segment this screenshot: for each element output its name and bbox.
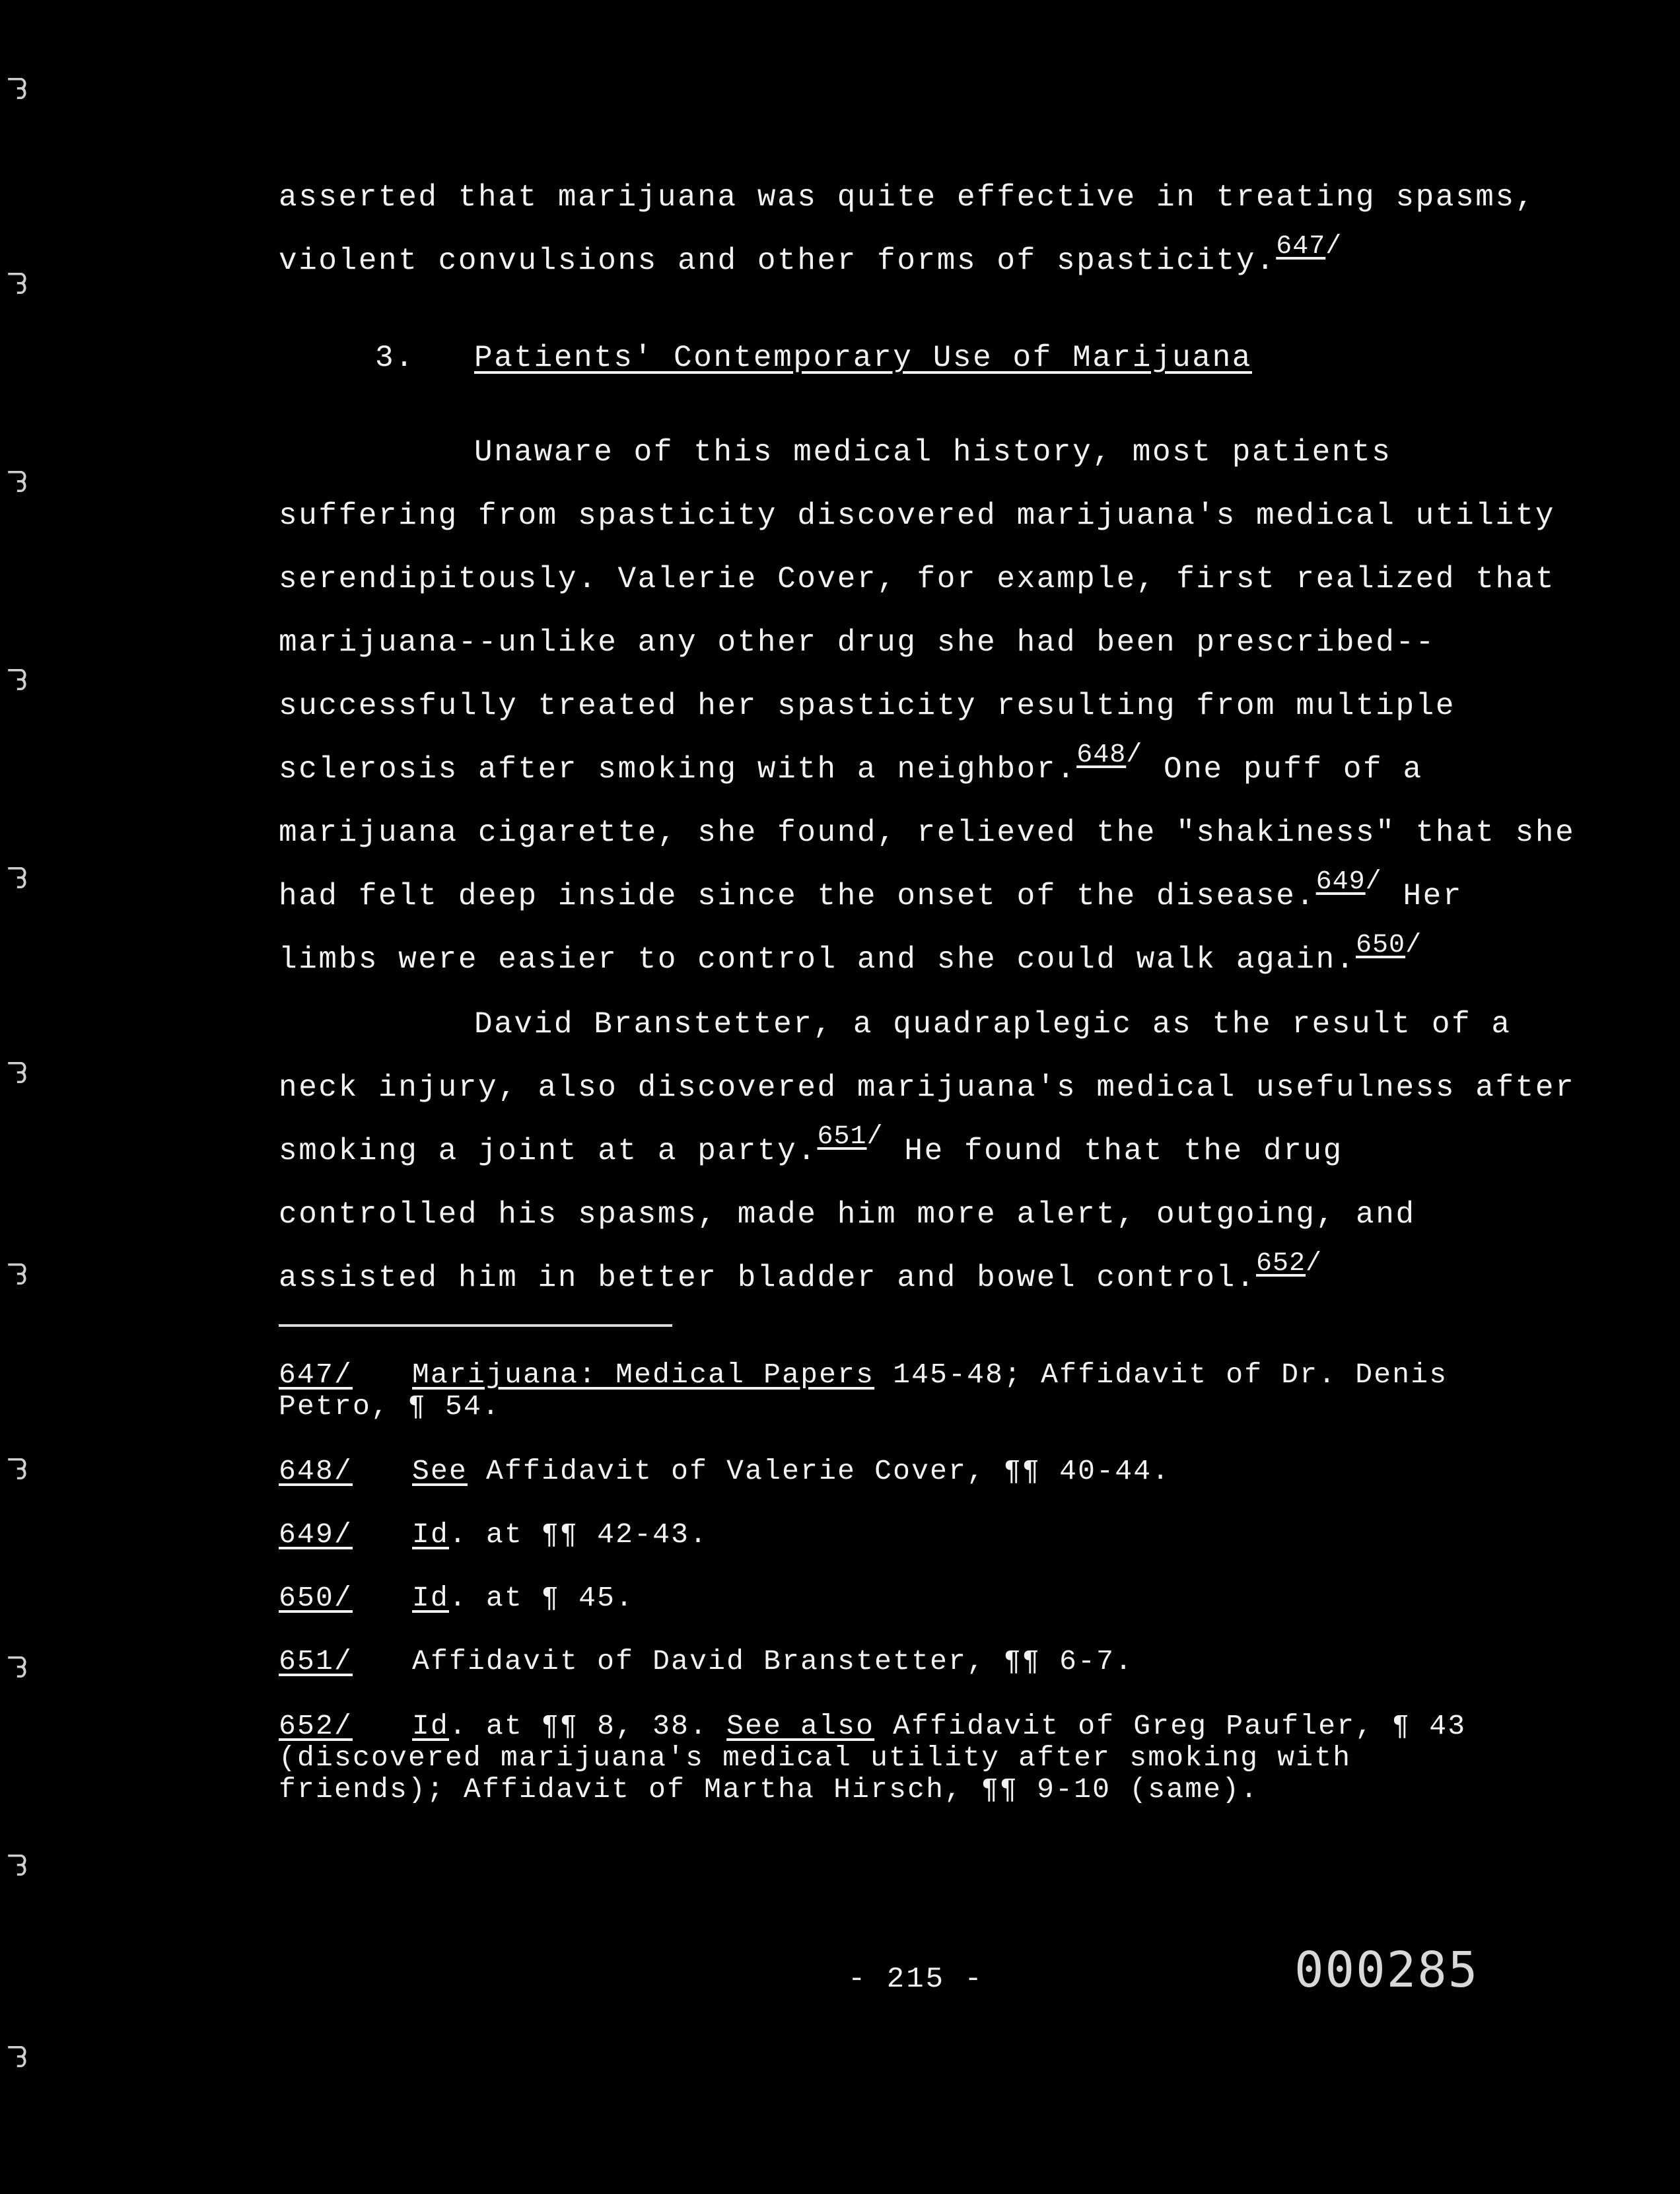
citation-signal: Id: [412, 1710, 450, 1742]
footnote-number: 648/: [279, 1455, 353, 1487]
footnote-text: Affidavit of Valerie Cover, ¶¶ 40-44.: [468, 1455, 1171, 1487]
body-text-line: marijuana--unlike any other drug she had been prescribed--: [279, 625, 1436, 660]
body-text-line: had felt deep inside since the onset of the disease.649/ Her: [279, 867, 1463, 913]
footnote-number: 651/: [279, 1645, 353, 1678]
margin-mark: ᘊ: [7, 1849, 28, 1883]
citation-signal: Id: [412, 1582, 450, 1614]
section-number: 3.: [375, 341, 415, 375]
margin-mark: ᘊ: [7, 73, 28, 106]
footnote-text: . at ¶¶ 42-43.: [449, 1518, 709, 1551]
body-text: assisted him in better bladder and bowel control.: [279, 1261, 1257, 1295]
footnote-text: 145-48; Affidavit of Dr. Denis: [874, 1359, 1448, 1391]
footnote-separator: [279, 1324, 672, 1327]
body-text: Her: [1383, 879, 1463, 913]
body-text: had felt deep inside since the onset of the disease.: [279, 879, 1316, 913]
citation-signal: See also: [726, 1710, 875, 1742]
body-text: smoking a joint at a party.: [279, 1134, 818, 1168]
body-text-line: Unaware of this medical history, most patients: [474, 435, 1392, 470]
body-text: violent convulsions and other forms of spasticity.: [279, 244, 1277, 278]
footnote-reference[interactable]: 650: [1356, 931, 1406, 960]
body-text-line: limbs were easier to control and she could walk again.650/: [279, 931, 1423, 977]
citation-signal: Id: [412, 1518, 450, 1551]
footnote-650: [279, 1582, 1573, 1614]
footnote-text: friends); Affidavit of Martha Hirsch, ¶¶ 9-10 (same).: [279, 1773, 1259, 1806]
body-text: One puff of a: [1143, 752, 1423, 787]
body-text-line: controlled his spasms, made him more alert, outgoing, and: [279, 1197, 1416, 1232]
body-text: He found that the drug: [884, 1134, 1343, 1168]
footnote-text: . at ¶ 45.: [449, 1582, 635, 1614]
footnote-number: 650/: [279, 1582, 353, 1614]
footnote-reference[interactable]: 648: [1076, 740, 1127, 770]
body-text-line: David Branstetter, a quadraplegic as the result of a: [474, 1007, 1512, 1042]
footnote-647: [279, 1359, 1573, 1423]
footnote-text: . at ¶¶ 8, 38.: [449, 1710, 727, 1742]
footnote-reference[interactable]: 652: [1256, 1249, 1306, 1279]
footnote-number: 652/: [279, 1710, 353, 1742]
body-text-line: neck injury, also discovered marijuana's medical usefulness after: [279, 1071, 1576, 1105]
body-text-line: violent convulsions and other forms of spasticity.647/: [279, 232, 1343, 278]
footnote-text: (discovered marijuana's medical utility after smoking with: [279, 1742, 1352, 1774]
footnote-text: Affidavit of David Branstetter, ¶¶ 6-7.: [412, 1645, 1134, 1678]
margin-mark: ᘊ: [7, 1258, 28, 1292]
footnote-reference[interactable]: 647: [1276, 232, 1326, 262]
body-text-line: successfully treated her spasticity resulting from multiple: [279, 689, 1456, 723]
footnote-649: [279, 1519, 1573, 1551]
footnote-reference[interactable]: 651: [817, 1122, 867, 1152]
body-text-line: sclerosis after smoking with a neighbor.648/ One puff of a: [279, 740, 1423, 787]
margin-mark: ᘊ: [7, 664, 28, 697]
body-text-line: suffering from spasticity discovered marijuana's medical utility: [279, 499, 1556, 533]
margin-mark: ᘊ: [7, 2041, 28, 2074]
footnote-number: 647/: [279, 1359, 353, 1391]
margin-mark: ᘊ: [7, 466, 28, 499]
body-text-line: marijuana cigarette, she found, relieved the "shakiness" that she: [279, 816, 1576, 850]
footnote-reference[interactable]: 649: [1315, 867, 1366, 897]
section-heading: Patients' Contemporary Use of Marijuana: [474, 341, 1252, 375]
body-text: limbs were easier to control and she could walk again.: [279, 942, 1356, 977]
body-text-line: smoking a joint at a party.651/ He found that the drug: [279, 1122, 1343, 1168]
footnote-652: [279, 1711, 1573, 1806]
margin-mark: ᘊ: [7, 1651, 28, 1685]
body-text: sclerosis after smoking with a neighbor.: [279, 752, 1077, 787]
body-text-line: serendipitously. Valerie Cover, for example, first realized that: [279, 562, 1556, 596]
body-text-line: assisted him in better bladder and bowel control.652/: [279, 1249, 1323, 1295]
footnote-number: 649/: [279, 1518, 353, 1551]
footnote-651: [279, 1646, 1573, 1678]
margin-mark: ᘊ: [7, 267, 28, 301]
bates-number: 000285: [1294, 1942, 1479, 1999]
footnote-text: Affidavit of Greg Paufler, ¶ 43: [874, 1710, 1467, 1742]
body-text-line: asserted that marijuana was quite effective in treating spasms,: [279, 180, 1535, 215]
margin-mark: ᘊ: [7, 862, 28, 896]
citation-signal: See: [412, 1455, 468, 1487]
footnote-text: Petro, ¶ 54.: [279, 1390, 501, 1423]
citation-title: Marijuana: Medical Papers: [412, 1359, 875, 1391]
footnote-648: [279, 1456, 1573, 1487]
margin-mark: ᘊ: [7, 1453, 28, 1487]
page-number: - 215 -: [848, 1963, 984, 1996]
margin-mark: ᘊ: [7, 1057, 28, 1090]
